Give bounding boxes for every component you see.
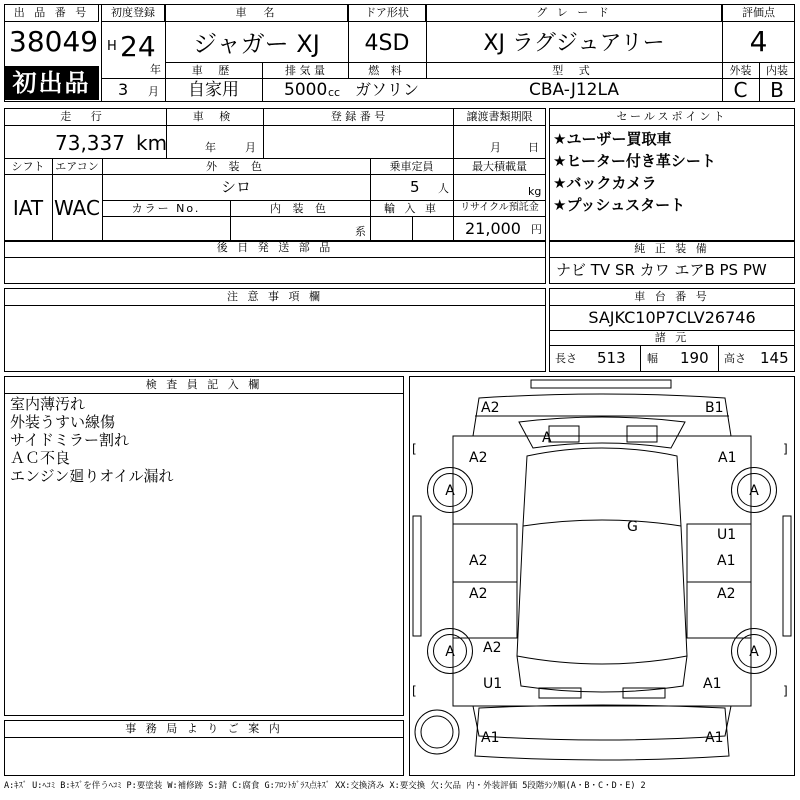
bracket-fr: ] [783, 442, 788, 456]
tire-rear-right: A [731, 628, 777, 674]
sales-point-3: ★バックカメラ [553, 174, 657, 192]
registration-year: 24 [120, 30, 156, 63]
grade: XJ ラグジュアリー [483, 31, 665, 56]
exterior-rating: C [733, 78, 748, 102]
mileage: 73,337 [55, 131, 125, 155]
first-listing-badge: 初出品 [4, 66, 99, 100]
sales-point-1: ★ユーザー買取車 [553, 130, 672, 148]
registration-label: 初度登録 [101, 4, 165, 22]
sales-point-4: ★プッシュスタート [553, 196, 686, 214]
fuel-label: 燃 料 [368, 64, 406, 77]
model: CBA-J12LA [528, 80, 619, 100]
aircon-label: エアコン [55, 160, 99, 173]
inspection-year-unit: 年 [205, 141, 216, 154]
sales-point-2: ★ヒーター付き革シート [553, 152, 716, 170]
grade-label: グ レ ー ド [426, 4, 722, 22]
registration-month: 3 [118, 80, 129, 99]
tire-front-right: A [731, 467, 777, 513]
load-unit: kg [528, 185, 542, 198]
displacement: 5000 [284, 80, 328, 100]
interior-label: 内装 [766, 64, 788, 77]
mark-roof: G [627, 519, 638, 535]
tire-rear-left: A [427, 628, 473, 674]
recycle-label: リサイクル預託金 [460, 202, 539, 213]
inspector-line-2: 外装うすい線傷 [10, 413, 116, 431]
color-no-label: カラー No. [131, 202, 201, 215]
mark-door-rr: A2 [717, 586, 736, 602]
mark-fender-right: A1 [718, 450, 737, 466]
chassis-label: 車 台 番 号 [549, 288, 795, 306]
mark-door-lr: A2 [469, 586, 488, 602]
mark-rear-left: A1 [481, 730, 500, 746]
shift-label: シフト [11, 160, 45, 173]
shift: IAT [12, 196, 44, 220]
mark-door-lf: A2 [469, 553, 488, 569]
history-label: 車 歴 [191, 64, 236, 77]
recycle-amount: 21,000 [465, 219, 521, 238]
ext-color: シロ [220, 178, 251, 196]
mark-quarter-left: A2 [483, 640, 502, 656]
plate-label: 登 録 番 号 [330, 110, 386, 123]
width-label: 幅 [647, 352, 658, 365]
score: 4 [749, 25, 768, 58]
aircon: WAC [54, 196, 100, 220]
mark-fender-left: A2 [469, 450, 488, 466]
bracket-rr: ] [783, 684, 788, 698]
vehicle-name: ジャガー XJ [193, 30, 320, 58]
inspection-month-unit: 月 [245, 141, 256, 154]
legend: A:ｷｽﾞ U:ﾍｺﾐ B:ｷｽﾞを伴うﾍｺﾐ P:要塗装 W:補修跡 S:錆 C:腐食 G:ﾌﾛﾝﾄｶﾞﾗｽ点ｷｽﾞ XX:交換済み X:要交換 欠:欠品 内・外装評価 5段階ﾗﾝｸ順(A・B・C・D・E) 2 [4, 781, 646, 791]
registration-year-unit: 年 [150, 63, 161, 76]
mark-quarter-right: A1 [703, 676, 722, 692]
length-label: 長さ [555, 352, 577, 365]
equipment-label: 純 正 装 備 [549, 240, 795, 258]
import-label: 輸 入 車 [384, 202, 439, 215]
capacity-label: 乗車定員 [389, 160, 434, 173]
mark-windshield: A [542, 430, 552, 446]
registration-era: H [107, 39, 117, 54]
transfer-day-unit: 日 [528, 141, 539, 154]
vehicle-name-label: 車 名 [165, 4, 348, 22]
sales-points-label: セールスポイント [549, 108, 795, 126]
inspector-line-3: サイドミラー割れ [10, 431, 129, 449]
notes-label: 注 意 事 項 欄 [4, 288, 546, 306]
height-label: 高さ [724, 352, 746, 365]
car-outline [409, 376, 795, 776]
mark-rear-right: A1 [705, 730, 724, 746]
inspector-line-1: 室内薄汚れ [10, 395, 86, 413]
exterior-label: 外装 [729, 64, 752, 77]
mark-front-right: B1 [705, 400, 724, 416]
length: 513 [597, 349, 626, 367]
mark-quarter-left-low: U1 [483, 676, 503, 692]
height: 145 [760, 349, 789, 367]
width: 190 [680, 349, 709, 367]
capacity: 5 [410, 178, 420, 196]
recycle-unit: 円 [531, 223, 542, 236]
inspection-label: 車 検 [192, 110, 237, 123]
ship-parts-label: 後 日 発 送 部 品 [4, 240, 546, 258]
load-label: 最大積載量 [472, 160, 527, 173]
int-color-unit: 系 [355, 225, 366, 238]
dims-label: 諸 元 [549, 330, 795, 346]
door-type: 4SD [364, 31, 410, 56]
capacity-unit: 人 [438, 182, 449, 195]
bracket-fl: [ [412, 442, 417, 456]
ext-color-label: 外 装 色 [206, 160, 266, 173]
mark-door-rf: A1 [717, 553, 736, 569]
transfer-label: 譲渡書類期限 [466, 110, 533, 123]
vehicle-history: 自家用 [188, 80, 239, 100]
mileage-label: 走 行 [60, 110, 110, 123]
mark-door-rf-top: U1 [717, 527, 737, 543]
displacement-unit: cc [328, 86, 341, 99]
registration-month-unit: 月 [148, 85, 159, 98]
mark-front-left: A2 [481, 400, 500, 416]
interior-rating: B [770, 78, 784, 102]
int-color-label: 内 装 色 [270, 202, 330, 215]
chassis-number: SAJKC10P7CLV26746 [588, 308, 756, 327]
lot-number-label: 出 品 番 号 [4, 4, 99, 22]
mileage-unit: km [136, 131, 168, 155]
inspector-label: 検 査 員 記 入 欄 [4, 376, 404, 394]
score-label: 評価点 [722, 4, 795, 22]
lot-number: 38049 [9, 25, 99, 58]
equipment-list: ナビ TV SR カワ エアB PS PW [556, 261, 767, 279]
door-label: ドア形状 [348, 4, 426, 22]
fuel: ガソリン [354, 80, 419, 99]
inspector-line-4: ＡＣ不良 [10, 449, 71, 467]
inspector-line-5: エンジン廻りオイル漏れ [10, 467, 174, 485]
model-label: 型 式 [552, 64, 596, 77]
tire-front-left: A [427, 467, 473, 513]
displacement-label: 排 気 量 [285, 64, 325, 77]
transfer-month-unit: 月 [490, 141, 501, 154]
bracket-rl: [ [412, 684, 417, 698]
office-label: 事 務 局 よ り ご 案 内 [4, 720, 404, 738]
